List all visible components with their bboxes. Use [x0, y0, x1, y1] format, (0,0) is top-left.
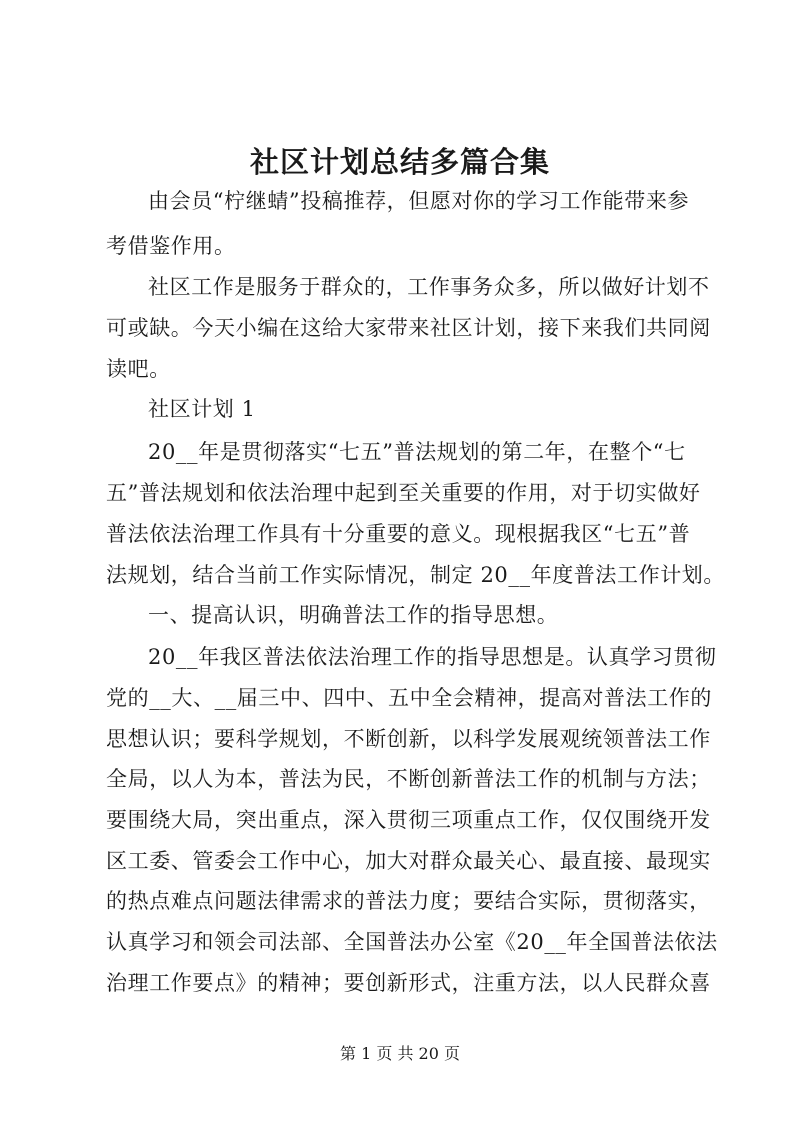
text-line: 一、提高认识，明确普法工作的指导思想。: [148, 603, 559, 627]
text-line: 由会员“柠继蜻”投稿推荐，但愿对你的学习工作能带来参: [148, 189, 690, 213]
text-line: 全局，以人为本，普法为民，不断创新普法工作的机制与方法；: [106, 767, 711, 791]
text-line: 认真学习和领会司法部、全国普法办公室《20__年全国普法依法: [106, 930, 718, 954]
text-line: 可或缺。今天小编在这给大家带来社区计划，接下来我们共同阅: [106, 316, 711, 340]
text-line: 思想认识；要科学规划，不断创新，以科学发展观统领普法工作: [106, 727, 711, 751]
text-line: 法规划，结合当前工作实际情况，制定 20__年度普法工作计划。: [106, 563, 725, 587]
text-line: 五”普法规划和依法治理中起到至关重要的作用，对于切实做好: [106, 481, 701, 505]
page-number: 第 1 页 共 20 页: [340, 1044, 460, 1063]
text-line: 要围绕大局，突出重点，深入贯彻三项重点工作，仅仅围绕开发: [106, 808, 711, 832]
section-heading: 社区计划 1: [148, 397, 256, 421]
text-line: 党的__大、__届三中、四中、五中全会精神，提高对普法工作的: [106, 686, 712, 710]
text-line: 社区工作是服务于群众的，工作事务众多，所以做好计划不: [148, 275, 710, 299]
text-line: 20__年我区普法依法治理工作的指导思想是。认真学习贯彻: [148, 645, 717, 669]
text-line: 治理工作要点》的精神；要创新形式，注重方法，以人民群众喜: [106, 971, 711, 995]
text-line: 区工委、管委会工作中心，加大对群众最关心、最直接、最现实: [106, 849, 711, 873]
text-line: 20__年是贯彻落实“七五”普法规划的第二年，在整个“七: [148, 440, 686, 464]
text-line: 考借鉴作用。: [106, 234, 236, 258]
text-line: 的热点难点问题法律需求的普法力度；要结合实际，贯彻落实，: [106, 889, 711, 913]
text-line: 读吧。: [106, 357, 171, 381]
document-title: 社区计划总结多篇合集: [249, 145, 550, 179]
text-line: 普法依法治理工作具有十分重要的意义。现根据我区“七五”普: [106, 522, 691, 546]
